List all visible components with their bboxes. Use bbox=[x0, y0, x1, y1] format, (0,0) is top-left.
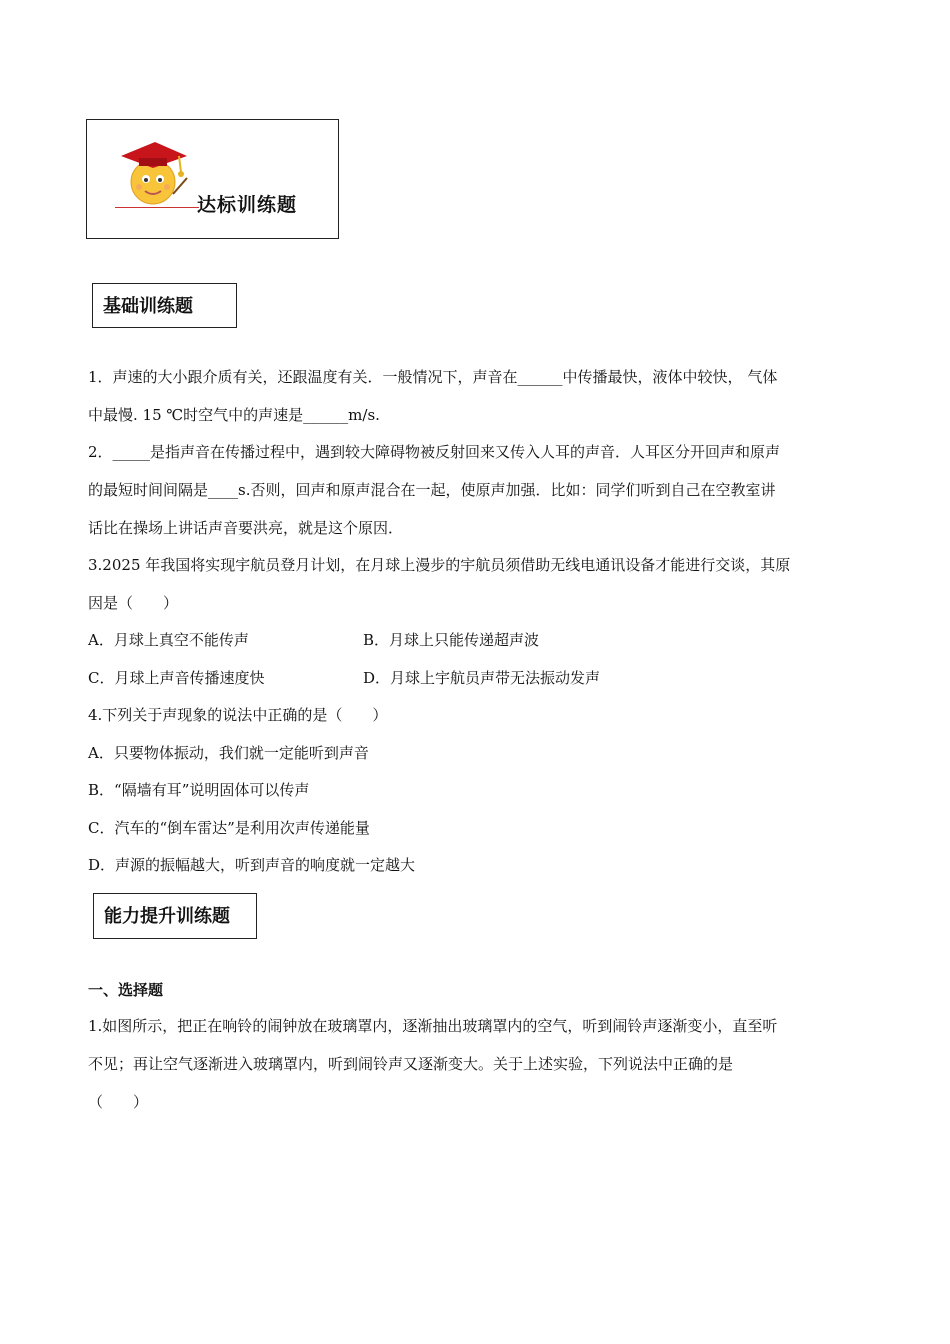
p1-line2: 不见；再让空气逐渐进入玻璃罩内，听到闹铃声又逐渐变大。关于上述实验，下列说法中正确的是 bbox=[88, 1055, 734, 1073]
q2-line1: 2．_____是指声音在传播过程中，遇到较大障碍物被反射回来又传入人耳的声音．人耳区分开回声和原声 bbox=[88, 443, 781, 461]
training-banner bbox=[86, 119, 339, 239]
banner-title: 达标训练题 bbox=[197, 194, 298, 216]
p1-line1: 1.如图所示，把正在响铃的闹钟放在玻璃罩内，逐渐抽出玻璃罩内的空气，听到闹铃声逐渐变小，直至听 bbox=[88, 1017, 778, 1035]
part1-heading: 一、选择题 bbox=[88, 981, 164, 999]
q4-option-c: C．汽车的“倒车雷达”是利用次声传递能量 bbox=[88, 819, 370, 837]
q3-option-d: D．月球上宇航员声带无法振动发声 bbox=[363, 669, 601, 687]
q3-line1: 3.2025 年我国将实现宇航员登月计划，在月球上漫步的宇航员须借助无线电通讯设备才能进行交谈，其原 bbox=[88, 556, 791, 574]
q3-option-a: A．月球上真空不能传声 bbox=[88, 631, 249, 649]
q2-line3: 话比在操场上讲话声音要洪亮，就是这个原因． bbox=[88, 519, 404, 537]
basic-section-title: 基础训练题 bbox=[92, 283, 237, 328]
q1-line1: 1．声速的大小跟介质有关，还跟温度有关．一般情况下，声音在______中传播最快，液体中较快， 气体 bbox=[88, 368, 778, 386]
q3-option-c: C．月球上声音传播速度快 bbox=[88, 669, 265, 687]
q4-option-b: B．“隔墙有耳”说明固体可以传声 bbox=[88, 781, 310, 799]
q1-line2: 中最慢. 15 ℃时空气中的声速是______m/s. bbox=[88, 406, 380, 424]
graduate-mascot-icon bbox=[111, 134, 191, 214]
banner-divider bbox=[115, 207, 199, 208]
q4-option-a: A．只要物体振动，我们就一定能听到声音 bbox=[88, 744, 369, 762]
ability-section-title: 能力提升训练题 bbox=[93, 893, 257, 939]
q3-options-row1 bbox=[88, 630, 868, 650]
q4-option-d: D．声源的振幅越大，听到声音的响度就一定越大 bbox=[88, 856, 416, 874]
q4-stem: 4.下列关于声现象的说法中正确的是（ ） bbox=[88, 706, 388, 724]
q2-line2: 的最短时间间隔是____s.否则，回声和原声混合在一起，使原声加强．比如：同学们听到自己在空教室讲 bbox=[88, 481, 776, 499]
q3-options-row2 bbox=[88, 668, 868, 688]
q3-option-b: B．月球上只能传递超声波 bbox=[363, 631, 540, 649]
q3-line2: 因是（ ） bbox=[88, 594, 179, 612]
p1-line3: （ ） bbox=[88, 1093, 149, 1111]
